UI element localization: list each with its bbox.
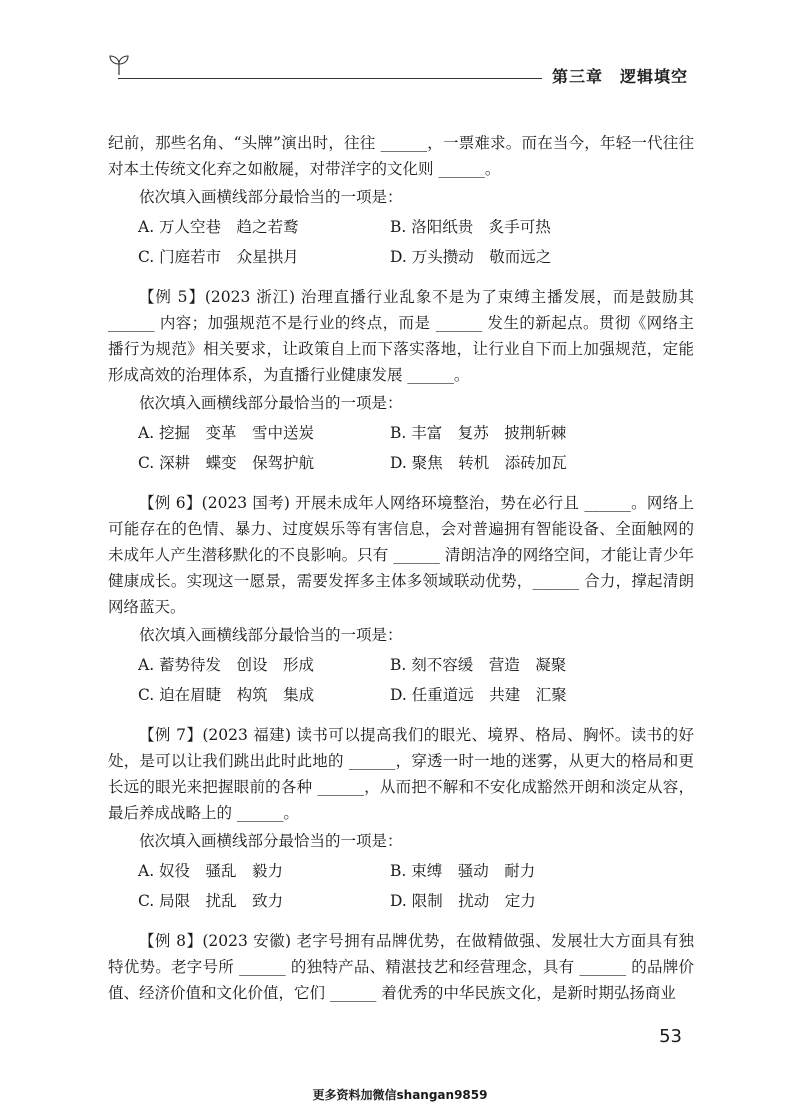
- options-grid: [138, 858, 694, 914]
- example-text: 【例 6】(2023 国考) 开展未成年人网络环境整治，势在必行且 ______。网络上可能存在的色情、暴力、过度娱乐等有害信息，会对普遍拥有智能设备、全面触网的未成年人产生潜移默化的不良影响。只有 ______ 清朗洁净的网络空间，才能让青少年健康成长。实现这一愿景，需要发挥多主体多领域联动优势，______ 合力，撑起清朗网络蓝天。: [108, 494, 694, 616]
- answer-option: D. 限制 扰动 定力: [390, 892, 536, 910]
- chapter-title: 第三章 逻辑填空: [551, 67, 688, 86]
- example-text: 【例 7】(2023 福建) 读书可以提高我们的眼光、境界、格局、胸怀。读书的好处，是可以让我们跳出此时此地的 ______，穿透一时一地的迷雾，从更大的格局和更长远的眼光来把握眼前的各种 ______，从而把不解和不安化成豁然开朗和淡定从容，最后养成战略上的 ______。: [108, 726, 694, 822]
- answer-option: D. 聚焦 转机 添砖加瓦: [390, 454, 567, 472]
- example-block: [108, 490, 694, 708]
- example-block: [108, 928, 694, 1006]
- example-text: 【例 5】(2023 浙江) 治理直播行业乱象不是为了束缚主播发展，而是鼓励其 ______ 内容；加强规范不是行业的终点，而是 ______ 发生的新起点。贯彻《网络主播行为规范》相关要求，让政策自上而下落实落地，让行业自下而上加强规范，定能形成高效的治理体系，为直播行业健康发展 ______。: [108, 288, 694, 384]
- header-rule: [118, 78, 542, 79]
- answer-option: A. 蓄势待发 创设 形成: [138, 656, 315, 674]
- options-grid: [138, 420, 694, 476]
- answer-option: C. 局限 扰乱 致力: [138, 892, 284, 910]
- answer-option: B. 束缚 骚动 耐力: [390, 862, 536, 880]
- question-prompt: 依次填入画横线部分最恰当的一项是：: [139, 832, 403, 850]
- answer-option: B. 洛阳纸贵 炙手可热: [390, 218, 551, 236]
- answer-option: A. 万人空巷 趋之若鹜: [138, 218, 299, 236]
- example-block: [108, 130, 694, 270]
- answer-option: C. 迫在眉睫 构筑 集成: [138, 686, 315, 704]
- answer-option: A. 挖掘 变革 雪中送炭: [138, 424, 315, 442]
- options-grid: [138, 652, 694, 708]
- answer-option: C. 深耕 蝶变 保驾护航: [138, 454, 315, 472]
- footer-note: 更多资料加微信shangan9859: [312, 1088, 488, 1102]
- example-text: 纪前，那些名角、“头牌”演出时，往往 ______，一票难求。而在当今，年轻一代往往对本土传统文化弃之如敝屣，对带洋字的文化则 ______。: [108, 134, 694, 178]
- page-header: [0, 0, 800, 100]
- page-number: 53: [659, 1026, 682, 1047]
- page-body: [108, 130, 694, 1006]
- example-block: [108, 284, 694, 476]
- answer-option: B. 丰富 复苏 披荆斩棘: [390, 424, 567, 442]
- example-text: 【例 8】(2023 安徽) 老字号拥有品牌优势，在做精做强、发展壮大方面具有独特优势。老字号所 ______ 的独特产品、精湛技艺和经营理念，具有 ______ 的品牌价值、经济价值和文化价值，它们 ______ 着优秀的中华民族文化，是新时期弘扬商业: [108, 932, 694, 1002]
- sprout-icon: [108, 52, 130, 76]
- options-grid: [138, 214, 694, 270]
- example-block: [108, 722, 694, 914]
- answer-option: A. 奴役 骚乱 毅力: [138, 862, 284, 880]
- question-prompt: 依次填入画横线部分最恰当的一项是：: [139, 626, 403, 644]
- answer-option: B. 刻不容缓 营造 凝聚: [390, 656, 567, 674]
- answer-option: D. 任重道远 共建 汇聚: [390, 686, 567, 704]
- question-prompt: 依次填入画横线部分最恰当的一项是：: [139, 394, 403, 412]
- answer-option: D. 万头攒动 敬而远之: [390, 248, 552, 266]
- question-prompt: 依次填入画横线部分最恰当的一项是：: [139, 188, 403, 206]
- answer-option: C. 门庭若市 众星拱月: [138, 248, 299, 266]
